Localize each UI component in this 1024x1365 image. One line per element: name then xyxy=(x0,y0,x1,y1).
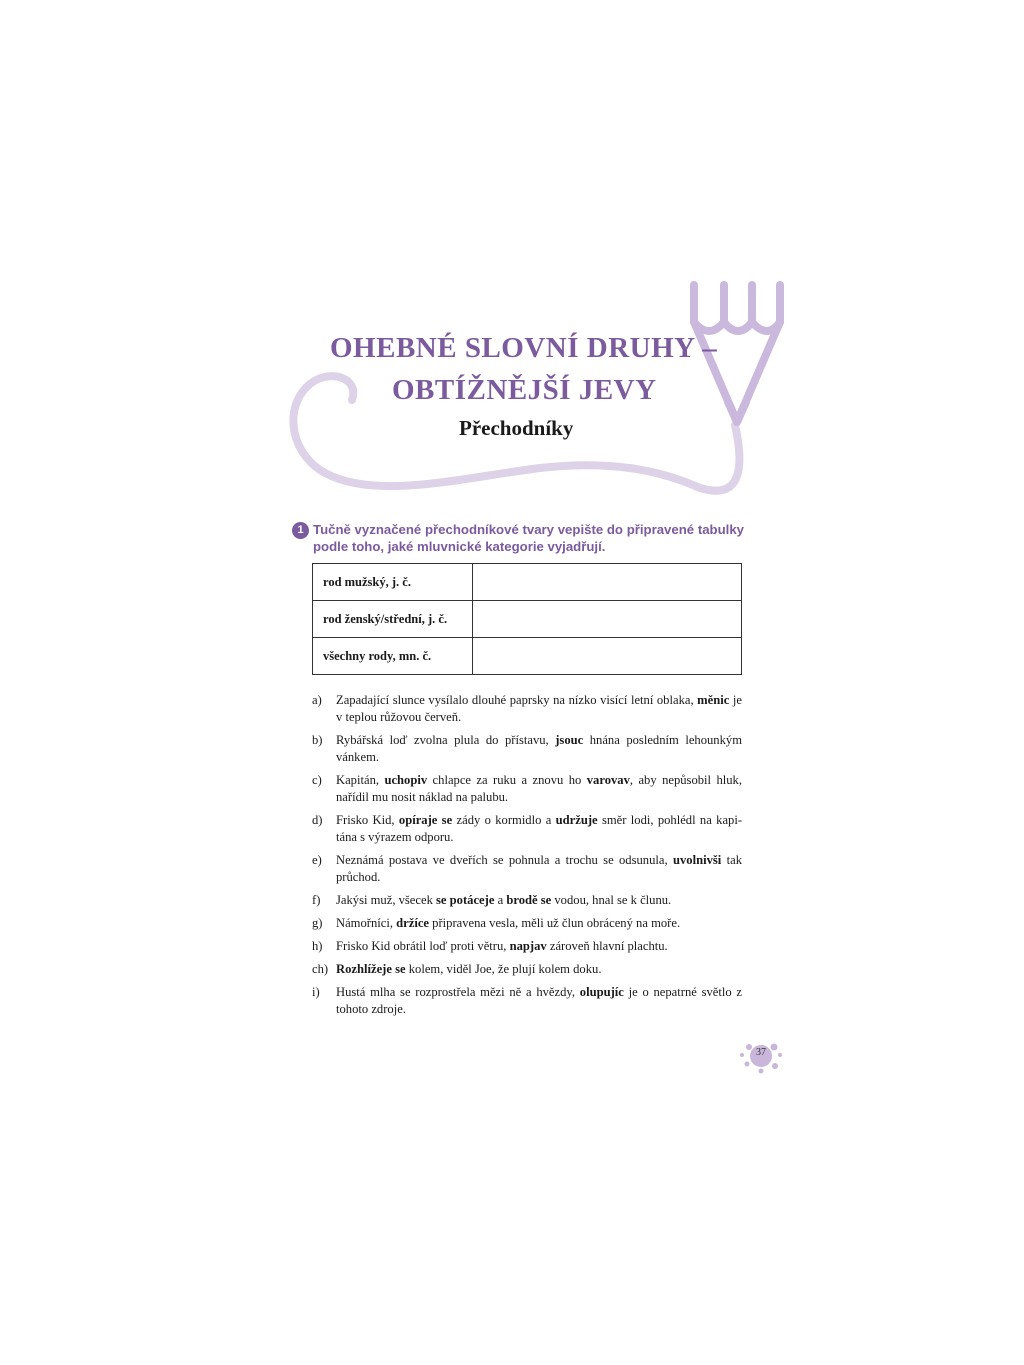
item-label: g) xyxy=(312,916,323,930)
sentence-text: Námořníci, xyxy=(336,916,397,930)
sentence-text: tak průchod. xyxy=(336,853,742,884)
transgressive-form: varovav xyxy=(586,773,630,787)
table-row xyxy=(313,638,742,675)
sentence-text: Jakýsi muž, všecek xyxy=(336,893,437,907)
transgressive-form: opíraje se xyxy=(398,813,453,827)
sentence-text: zády o kormidlo a xyxy=(452,813,556,827)
list-item xyxy=(312,961,742,978)
sentence-text: zároveň hlavní plachtu. xyxy=(546,939,668,953)
list-item xyxy=(312,692,742,726)
transgressive-form: brodě se xyxy=(506,893,552,907)
list-item xyxy=(312,732,742,766)
sentence-text: hnána posledním lehounkým vánkem. xyxy=(336,733,742,764)
transgressive-form: uchopiv xyxy=(384,773,428,787)
item-label: f) xyxy=(312,893,321,907)
list-item xyxy=(312,938,742,955)
transgressive-form: se potáceje xyxy=(436,893,495,907)
list-item xyxy=(312,812,742,846)
transgressive-form: Rozhlížeje se xyxy=(336,962,406,976)
sentence-text: a xyxy=(494,893,507,907)
sentence-text: , aby nepůsobil hluk, nařídil mu nosit náklad na palubu. xyxy=(336,773,742,804)
category-label: všechny rody, mn. č. xyxy=(313,638,473,675)
task-instruction xyxy=(292,521,744,555)
sentence-text: je o nepatrné světlo z tohoto zdroje. xyxy=(336,985,742,1016)
item-label: a) xyxy=(312,693,322,707)
page-number: 37 xyxy=(756,1047,766,1058)
item-label: ch) xyxy=(312,962,329,976)
item-label: i) xyxy=(312,985,320,999)
transgressive-form: olupujíc xyxy=(579,985,624,999)
item-label: b) xyxy=(312,733,323,747)
sentence-text: Neznámá postava ve dveřích se pohnula a trochu se odsunula, xyxy=(336,853,673,867)
category-table xyxy=(312,563,742,675)
task-number-badge: 1 xyxy=(292,522,309,539)
page-subtitle: Přechodníky xyxy=(459,416,574,440)
list-item xyxy=(312,772,742,806)
answer-cell[interactable] xyxy=(473,638,742,675)
sentence-text: chlapce za ruku a znovu ho xyxy=(427,773,587,787)
answer-cell[interactable] xyxy=(473,601,742,638)
sentence-text: Frisko Kid, xyxy=(336,813,399,827)
transgressive-form: držíce xyxy=(396,916,430,930)
sentence-text: Kapitán, xyxy=(336,773,385,787)
item-label: d) xyxy=(312,813,323,827)
table-row xyxy=(313,564,742,601)
item-label: e) xyxy=(312,853,322,867)
sentence-text: připravena vesla, měli už člun obrácený na moře. xyxy=(429,916,681,930)
sentence-text: Zapadající slunce vysílalo dlouhé paprsky na nízko visící letní oblaka, xyxy=(336,693,698,707)
transgressive-form: napjav xyxy=(509,939,547,953)
transgressive-form: jsouc xyxy=(555,733,584,747)
table-row xyxy=(313,601,742,638)
category-label: rod mužský, j. č. xyxy=(313,564,473,601)
page-title-line-1: OHEBNÉ SLOVNÍ DRUHY – xyxy=(330,332,718,364)
sentence-list xyxy=(312,692,742,1024)
transgressive-form: měnic xyxy=(697,693,730,707)
transgressive-form: uvolnivši xyxy=(672,853,722,867)
sentence-text: vodou, hnal se k člunu. xyxy=(551,893,672,907)
category-label: rod ženský/střední, j. č. xyxy=(313,601,473,638)
list-item xyxy=(312,915,742,932)
sentence-text: Frisko Kid obrátil loď proti větru, xyxy=(336,939,510,953)
sentence-text: je v teplou růžovou červeň. xyxy=(336,693,742,724)
list-item xyxy=(312,892,742,909)
sentence-text: Hustá mlha se rozprostřela mězi ně a hvězdy, xyxy=(336,985,580,999)
sentence-text: kolem, viděl Joe, že plují kolem doku. xyxy=(405,962,602,976)
list-item xyxy=(312,984,742,1018)
answer-cell[interactable] xyxy=(473,564,742,601)
item-label: h) xyxy=(312,939,323,953)
item-label: c) xyxy=(312,773,322,787)
task-instruction-text: Tučně vyznačené přechodníkové tvary vepište do připravené tabulky podle toho, jaké mluvnické kategorie vyjadřují. xyxy=(313,522,744,554)
list-item xyxy=(312,852,742,886)
sentence-text: směr lodi, pohlédl na kapi-tána s výrazem odporu. xyxy=(336,813,743,844)
sentence-text: Rybářská loď zvolna plula do přístavu, xyxy=(336,733,556,747)
page-title-line-2: OBTÍŽNĚJŠÍ JEVY xyxy=(392,374,657,406)
transgressive-form: udržuje xyxy=(555,813,598,827)
